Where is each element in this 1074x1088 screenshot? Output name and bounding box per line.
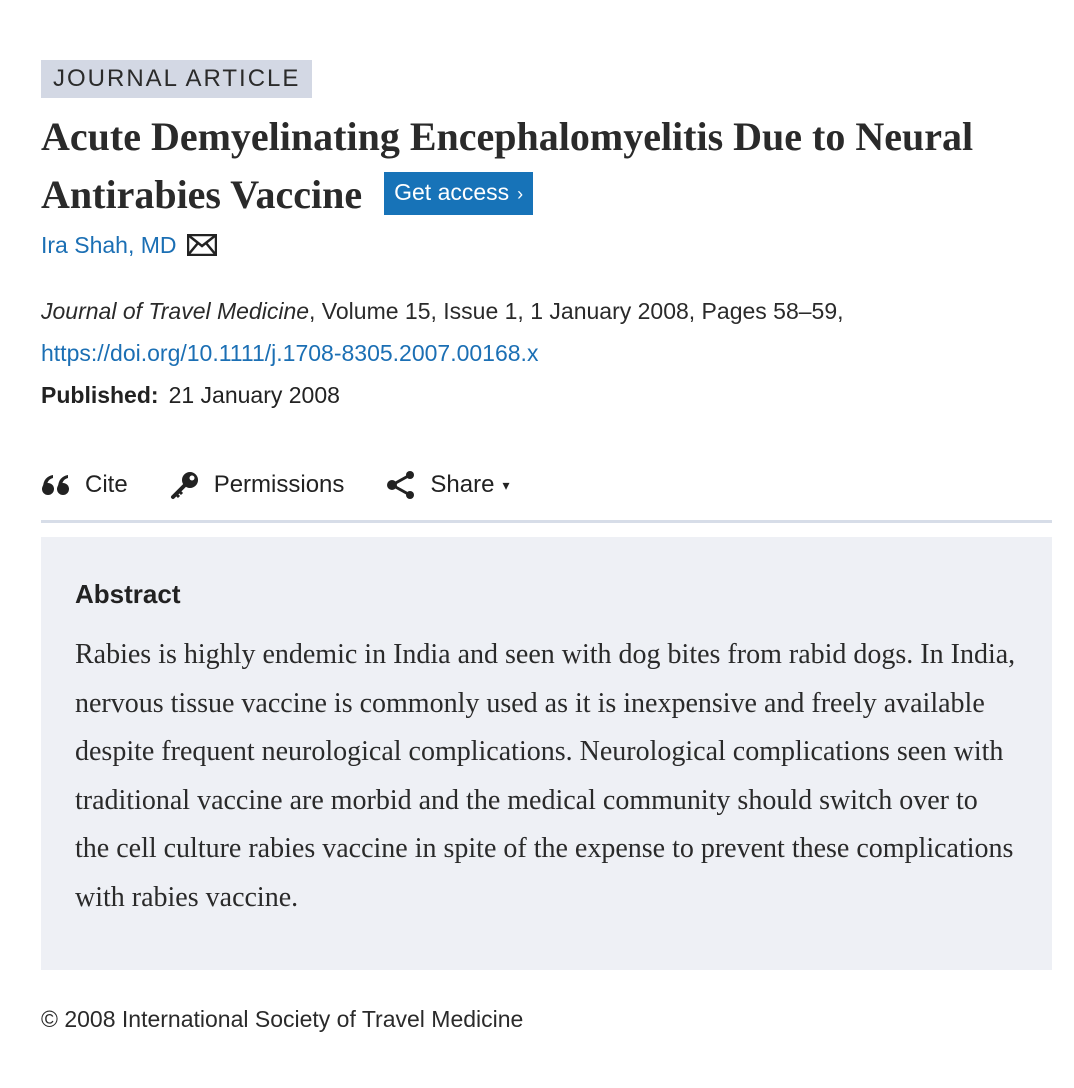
envelope-icon[interactable] <box>187 234 217 256</box>
key-icon <box>170 470 200 500</box>
abstract-text: Rabies is highly endemic in India and seen with dog bites from rabid dogs. In India, nervous tissue vaccine is commonly used as it is inexpensive and freely available despite frequent neurological complications. Neurological complications seen with traditional vaccine are morbid and the medical community should switch over to the cell culture rabies vaccine in spite of the expense to prevent these complications with rabies vaccine. <box>75 639 1016 913</box>
cite-button[interactable] <box>41 471 128 499</box>
article-title-block <box>41 108 1052 224</box>
share-button[interactable] <box>386 471 509 499</box>
article-page <box>41 60 1052 1033</box>
get-access-button[interactable] <box>384 172 533 215</box>
get-access-label: Get access <box>394 179 510 206</box>
copyright-notice: © 2008 International Society of Travel Medicine <box>41 1006 524 1032</box>
citation-line <box>41 290 1052 332</box>
share-label: Share <box>430 471 495 498</box>
abstract-section <box>41 537 1052 970</box>
permissions-label: Permissions <box>213 471 345 498</box>
doi-link[interactable]: https://doi.org/10.1111/j.1708-8305.2007.00168.x <box>41 340 539 366</box>
citation-details: , Volume 15, Issue 1, 1 January 2008, Pages 58–59, <box>309 298 844 324</box>
published-date: 21 January 2008 <box>168 382 340 408</box>
cite-label: Cite <box>85 471 128 498</box>
author-row <box>41 230 1052 260</box>
published-row <box>41 374 1052 416</box>
journal-name: Journal of Travel Medicine <box>41 298 310 324</box>
citation-block <box>41 290 1052 374</box>
share-icon <box>386 471 416 499</box>
published-label: Published: <box>41 382 159 408</box>
chevron-right-icon: › <box>517 184 524 205</box>
article-type-badge: JOURNAL ARTICLE <box>41 60 312 98</box>
article-toolbar <box>41 462 1052 523</box>
abstract-heading: Abstract <box>75 579 181 609</box>
caret-down-icon: ▾ <box>502 476 510 493</box>
permissions-button[interactable] <box>170 470 345 500</box>
author-link[interactable]: Ira Shah, MD <box>41 231 177 258</box>
article-title: Acute Demyelinating Encephalomyelitis Due to Neural Antirabies Vaccine <box>41 114 974 217</box>
quote-icon <box>41 473 71 497</box>
